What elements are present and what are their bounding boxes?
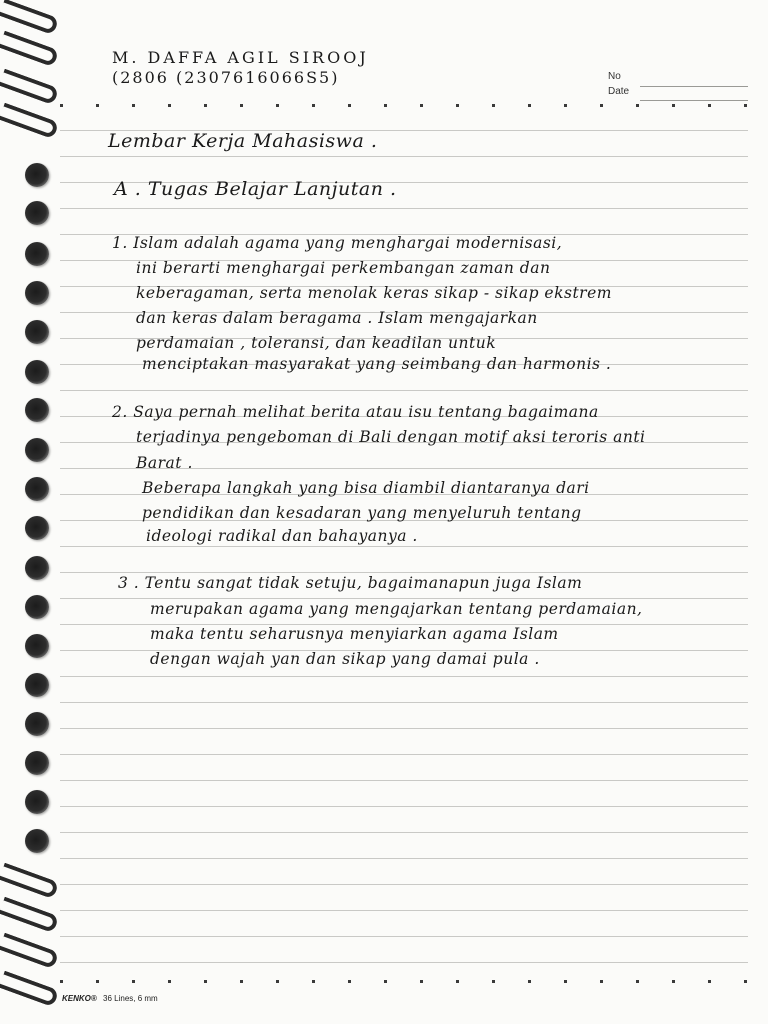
notebook-footer xyxy=(62,994,158,1003)
answer-3-line: dengan wajah yan dan sikap yang damai pula . xyxy=(150,650,540,668)
student-id: (2806 (2307616066S5) xyxy=(112,68,340,87)
answer-2-line: ideologi radikal dan bahayanya . xyxy=(146,527,418,545)
answer-1-line: keberagaman, serta menolak keras sikap - sikap ekstrem xyxy=(136,284,612,302)
no-label: No xyxy=(608,71,621,82)
date-label: Date xyxy=(608,86,630,97)
brand-label: KENKO® xyxy=(62,994,97,1003)
answer-3-line: maka tentu seharusnya menyiarkan agama Islam xyxy=(150,625,559,643)
student-name: M. DAFFA AGIL SIROOJ xyxy=(112,48,369,67)
answer-1-line: ini berarti menghargai perkembangan zaman dan xyxy=(136,259,551,277)
worksheet-title: Lembar Kerja Mahasiswa . xyxy=(108,130,378,152)
answer-1-line: menciptakan masyarakat yang seimbang dan harmonis . xyxy=(142,355,612,373)
answer-2-line: 2. Saya pernah melihat berita atau isu tentang bagaimana xyxy=(112,403,599,421)
answer-2-line: pendidikan dan kesadaran yang menyeluruh tentang xyxy=(142,504,582,522)
answer-1-line: 1. Islam adalah agama yang menghargai modernisasi, xyxy=(112,234,563,252)
section-heading: A . Tugas Belajar Lanjutan . xyxy=(114,178,397,200)
answer-1-line: dan keras dalam beragama . Islam mengajarkan xyxy=(136,309,538,327)
answer-2-line: terjadinya pengeboman di Bali dengan motif aksi teroris anti xyxy=(136,428,646,446)
answer-3-line: merupakan agama yang mengajarkan tentang perdamaian, xyxy=(150,600,643,618)
answer-1-line: perdamaian , toleransi, dan keadilan untuk xyxy=(136,334,497,352)
spiral-binding xyxy=(0,0,60,1024)
answer-2-line: Beberapa langkah yang bisa diambil diantaranya dari xyxy=(142,479,590,497)
answer-2-line: Barat . xyxy=(136,454,193,472)
answer-3-line: 3 . Tentu sangat tidak setuju, bagaimanapun juga Islam xyxy=(118,574,583,592)
line-spec: 36 Lines, 6 mm xyxy=(103,994,158,1003)
